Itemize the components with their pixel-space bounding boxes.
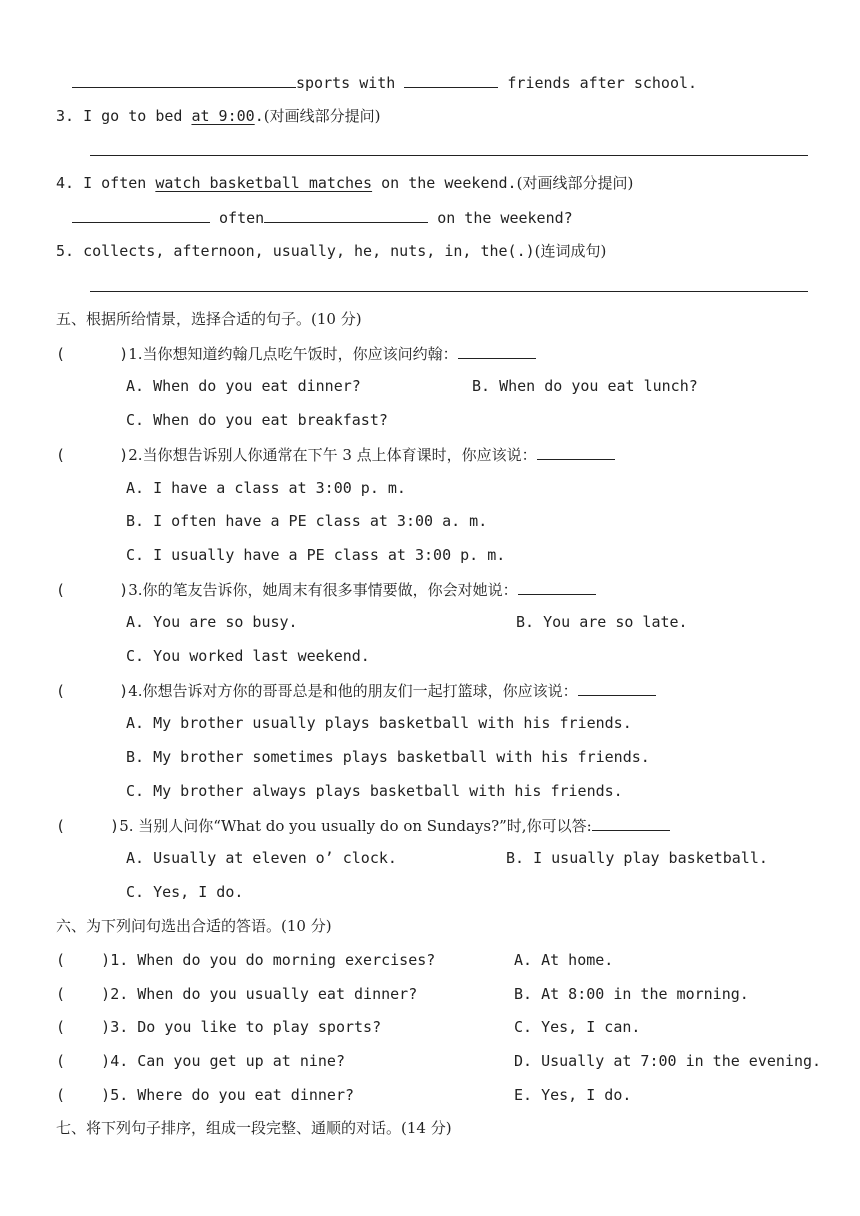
answer-paren[interactable]: ( )	[56, 682, 129, 700]
answer-paren[interactable]: ( )	[56, 817, 120, 835]
answer-paren[interactable]: ( )	[56, 951, 111, 969]
question-3: 3. I go to bed at 9:00.(对画线部分提问)	[56, 107, 381, 125]
section-7-heading: 七、将下列句子排序，组成一段完整、通顺的对话。(14 分)	[56, 1119, 452, 1137]
answer-line[interactable]	[90, 291, 808, 292]
s5-item-3-option-c: C. You worked last weekend.	[126, 647, 370, 665]
answer-paren[interactable]: ( )	[56, 985, 111, 1003]
s5-item-4-option-b: B. My brother sometimes plays basketball with his friends.	[126, 748, 650, 766]
s5-item-2-option-c: C. I usually have a PE class at 3:00 p. m.	[126, 546, 506, 564]
s5-item-4-option-c: C. My brother always plays basketball with his friends.	[126, 782, 623, 800]
s5-item-3: ( )3.你的笔友告诉你，她周末有很多事情要做，你会对她说：	[56, 579, 596, 600]
s5-item-3-option-a: A. You are so busy.	[126, 613, 298, 631]
question-4: 4. I often watch basketball matches on the weekend.(对画线部分提问)	[56, 174, 634, 192]
s6-answer-a: A. At home.	[514, 951, 614, 969]
s6-answer-b: B. At 8:00 in the morning.	[514, 985, 749, 1003]
answer-blank[interactable]	[458, 343, 536, 359]
s5-item-1: ( )1.当你想知道约翰几点吃午饭时，你应该问约翰：	[56, 343, 536, 364]
answer-paren[interactable]: ( )	[56, 446, 129, 464]
answer-paren[interactable]: ( )	[56, 1018, 111, 1036]
s6-question-4: ( )4. Can you get up at nine?	[56, 1052, 345, 1070]
s5-item-4-option-a: A. My brother usually plays basketball with his friends.	[126, 714, 632, 732]
s6-question-3: ( )3. Do you like to play sports?	[56, 1018, 382, 1036]
section-6-heading: 六、为下列问句选出合适的答语。(10 分)	[56, 917, 332, 935]
answer-line[interactable]	[90, 155, 808, 156]
s5-item-1-option-a: A. When do you eat dinner?	[126, 377, 361, 395]
answer-paren[interactable]: ( )	[56, 1052, 111, 1070]
s6-question-2: ( )2. When do you usually eat dinner?	[56, 985, 418, 1003]
answer-blank[interactable]	[72, 207, 210, 223]
s6-answer-c: C. Yes, I can.	[514, 1018, 641, 1036]
s5-item-1-option-b: B. When do you eat lunch?	[472, 377, 698, 395]
s6-answer-d: D. Usually at 7:00 in the evening.	[514, 1052, 822, 1070]
s5-item-2: ( )2.当你想告诉别人你通常在下午 3 点上体育课时，你应该说：	[56, 444, 615, 465]
answer-blank[interactable]	[72, 72, 296, 88]
s5-item-1-option-c: C. When do you eat breakfast?	[126, 411, 388, 429]
s5-item-5-option-c: C. Yes, I do.	[126, 883, 244, 901]
answer-blank[interactable]	[537, 444, 615, 460]
answer-blank[interactable]	[578, 680, 656, 696]
s6-question-5: ( )5. Where do you eat dinner?	[56, 1086, 355, 1104]
s5-item-3-option-b: B. You are so late.	[516, 613, 688, 631]
answer-blank[interactable]	[592, 815, 670, 831]
question-5: 5. collects, afternoon, usually, he, nuts, in, the(.)(连词成句)	[56, 242, 607, 260]
s6-question-1: ( )1. When do you do morning exercises?	[56, 951, 436, 969]
answer-blank[interactable]	[264, 207, 428, 223]
s5-item-5-option-a: A. Usually at eleven o’ clock.	[126, 849, 397, 867]
answer-paren[interactable]: ( )	[56, 1086, 111, 1104]
q4-answer-line: often on the weekend?	[72, 207, 573, 228]
s5-item-2-option-a: A. I have a class at 3:00 p. m.	[126, 479, 406, 497]
s5-item-2-option-b: B. I often have a PE class at 3:00 a. m.	[126, 512, 488, 530]
s5-item-5: ( )5. 当别人问你“What do you usually do on Sundays?”时,你可以答:	[56, 815, 670, 836]
section-5-heading: 五、根据所给情景，选择合适的句子。(10 分)	[56, 310, 362, 328]
s5-item-5-option-b: B. I usually play basketball.	[506, 849, 768, 867]
answer-paren[interactable]: ( )	[56, 345, 129, 363]
answer-blank[interactable]	[404, 72, 498, 88]
underlined-phrase: watch basketball matches	[155, 174, 373, 192]
s5-item-4: ( )4.你想告诉对方你的哥哥总是和他的朋友们一起打篮球，你应该说：	[56, 680, 656, 701]
answer-blank[interactable]	[518, 579, 596, 595]
answer-paren[interactable]: ( )	[56, 581, 129, 599]
s6-answer-e: E. Yes, I do.	[514, 1086, 632, 1104]
underlined-phrase: at 9:00	[191, 107, 255, 125]
q2-answer-line: sports with friends after school.	[72, 72, 697, 93]
